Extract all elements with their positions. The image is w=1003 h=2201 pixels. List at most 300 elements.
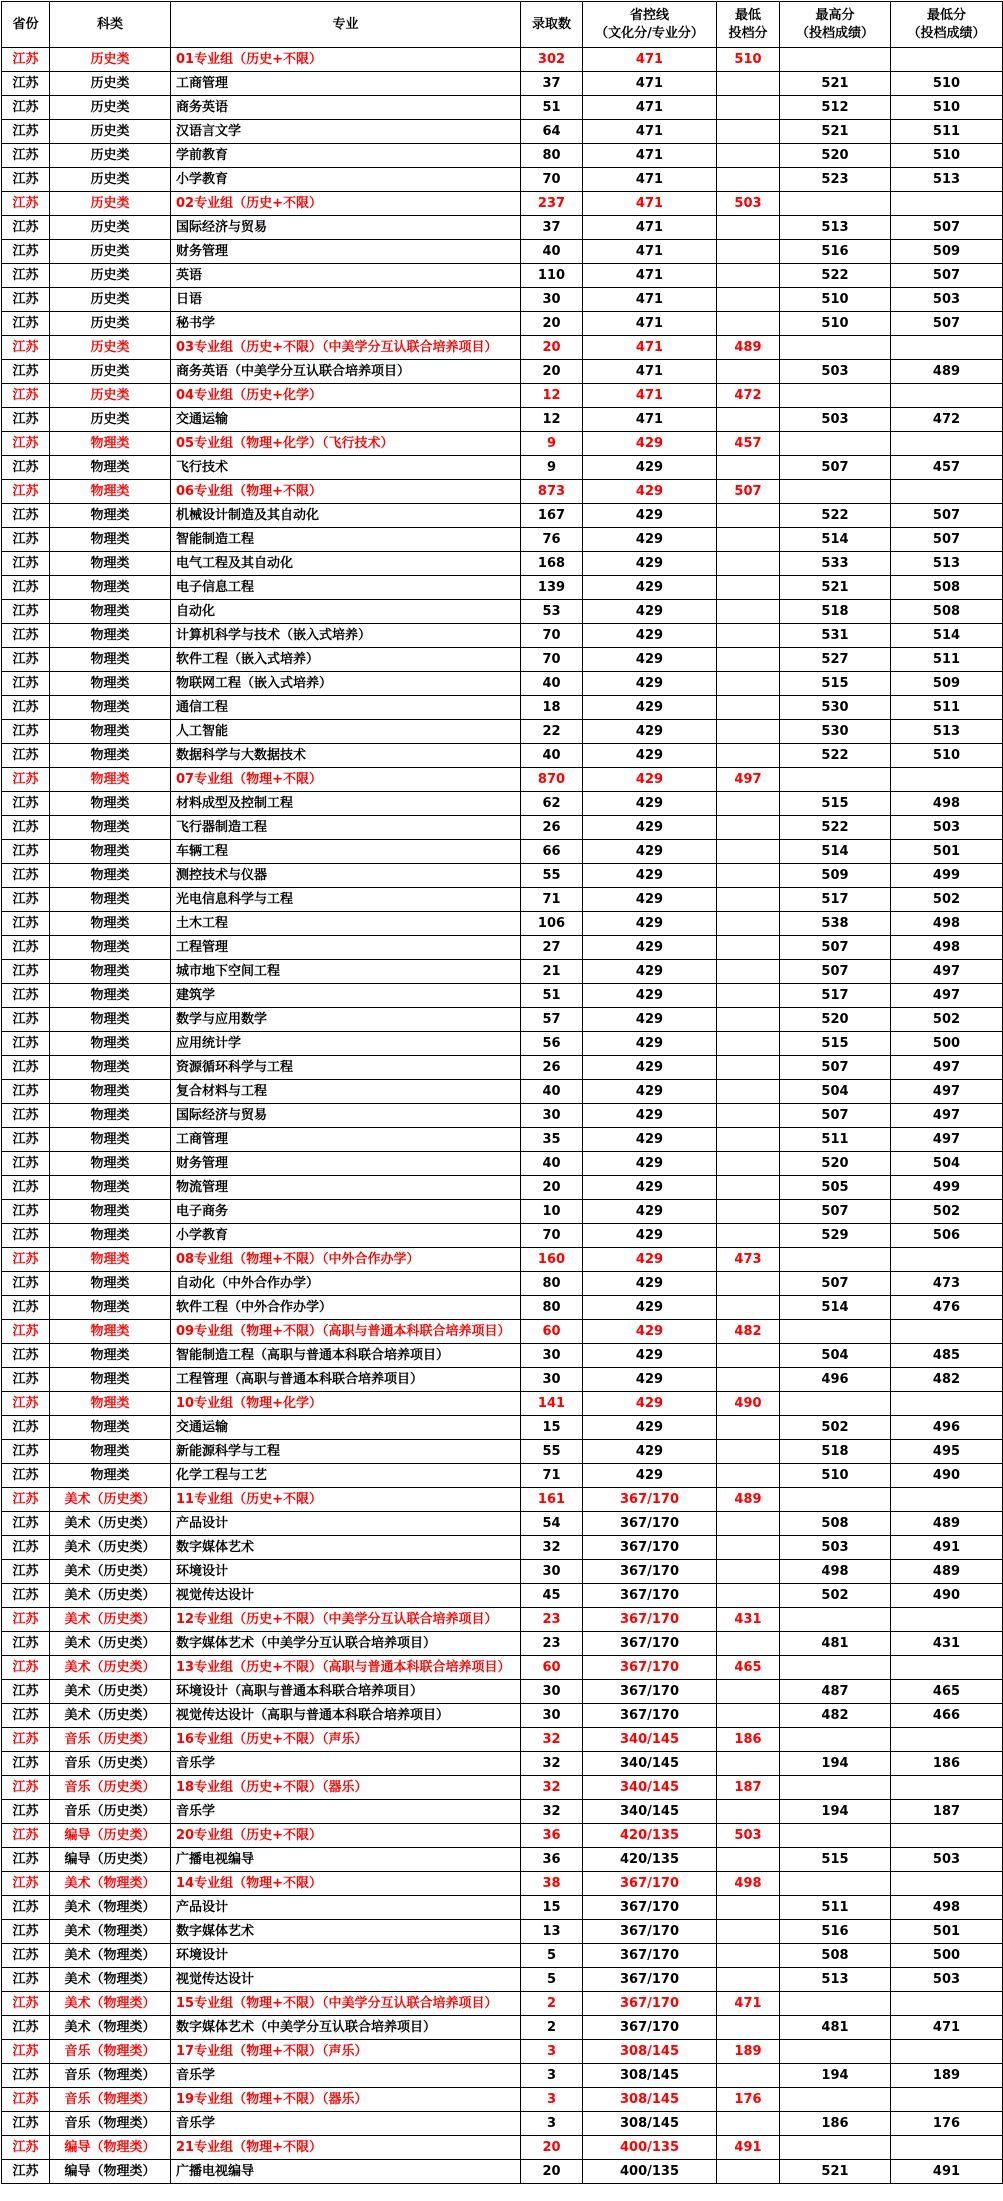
cell-min-result: 497 — [891, 984, 1003, 1008]
cell-category: 物理类 — [50, 1368, 171, 1392]
cell-min-result — [891, 1608, 1003, 1632]
cell-province: 江苏 — [2, 480, 50, 504]
cell-max-result: 510 — [780, 312, 891, 336]
cell-province: 江苏 — [2, 2064, 50, 2088]
cell-province: 江苏 — [2, 720, 50, 744]
cell-min-score: 472 — [717, 384, 780, 408]
cell-min-score — [717, 624, 780, 648]
group-row — [2, 2088, 1003, 2112]
cell-category: 历史类 — [50, 312, 171, 336]
cell-control-line: 367/170 — [583, 1488, 717, 1512]
cell-category: 物理类 — [50, 720, 171, 744]
cell-min-score — [717, 1680, 780, 1704]
cell-min-score — [717, 1176, 780, 1200]
cell-province: 江苏 — [2, 1896, 50, 1920]
cell-admitted: 3 — [521, 2112, 583, 2136]
cell-min-result — [891, 48, 1003, 72]
cell-category: 物理类 — [50, 480, 171, 504]
cell-control-line: 420/135 — [583, 1848, 717, 1872]
cell-control-line: 367/170 — [583, 1608, 717, 1632]
cell-province: 江苏 — [2, 360, 50, 384]
cell-major: 城市地下空间工程 — [171, 960, 521, 984]
cell-control-line: 367/170 — [583, 1632, 717, 1656]
cell-min-result: 498 — [891, 792, 1003, 816]
cell-province: 江苏 — [2, 1440, 50, 1464]
cell-min-score — [717, 864, 780, 888]
cell-category: 历史类 — [50, 216, 171, 240]
cell-admitted: 38 — [521, 1872, 583, 1896]
cell-max-result — [780, 1776, 891, 1800]
table-row — [2, 1632, 1003, 1656]
cell-control-line: 471 — [583, 96, 717, 120]
cell-control-line: 471 — [583, 312, 717, 336]
group-row — [2, 1392, 1003, 1416]
cell-max-result: 522 — [780, 816, 891, 840]
table-row — [2, 96, 1003, 120]
cell-category: 物理类 — [50, 984, 171, 1008]
cell-category: 物理类 — [50, 912, 171, 936]
cell-category: 音乐（历史类） — [50, 1728, 171, 1752]
cell-control-line: 367/170 — [583, 1536, 717, 1560]
cell-province: 江苏 — [2, 912, 50, 936]
table-row — [2, 1896, 1003, 1920]
cell-province: 江苏 — [2, 600, 50, 624]
cell-category: 物理类 — [50, 768, 171, 792]
cell-max-result: 194 — [780, 1800, 891, 1824]
cell-min-score — [717, 528, 780, 552]
cell-major: 06专业组（物理+不限） — [171, 480, 521, 504]
table-row — [2, 528, 1003, 552]
group-row — [2, 2136, 1003, 2160]
cell-major: 视觉传达设计 — [171, 1968, 521, 1992]
cell-province: 江苏 — [2, 312, 50, 336]
cell-major: 应用统计学 — [171, 1032, 521, 1056]
cell-min-score — [717, 1200, 780, 1224]
cell-province: 江苏 — [2, 2040, 50, 2064]
table-row — [2, 240, 1003, 264]
cell-major: 国际经济与贸易 — [171, 1104, 521, 1128]
cell-category: 历史类 — [50, 336, 171, 360]
cell-major: 音乐学 — [171, 1800, 521, 1824]
cell-min-result: 489 — [891, 1560, 1003, 1584]
cell-control-line: 429 — [583, 1440, 717, 1464]
col-header-province: 省份 — [2, 2, 50, 48]
cell-min-result — [891, 432, 1003, 456]
cell-category: 物理类 — [50, 432, 171, 456]
cell-admitted: 20 — [521, 2160, 583, 2184]
cell-major: 09专业组（物理+不限）（高职与普通本科联合培养项目） — [171, 1320, 521, 1344]
cell-min-result: 510 — [891, 744, 1003, 768]
cell-min-result: 511 — [891, 648, 1003, 672]
cell-admitted: 15 — [521, 1416, 583, 1440]
cell-admitted: 110 — [521, 264, 583, 288]
cell-province: 江苏 — [2, 1728, 50, 1752]
cell-max-result: 514 — [780, 528, 891, 552]
table-row — [2, 720, 1003, 744]
cell-max-result: 510 — [780, 288, 891, 312]
cell-min-score — [717, 888, 780, 912]
cell-major: 测控技术与仪器 — [171, 864, 521, 888]
cell-min-result: 498 — [891, 1896, 1003, 1920]
cell-min-result: 502 — [891, 1008, 1003, 1032]
cell-admitted: 55 — [521, 1440, 583, 1464]
cell-province: 江苏 — [2, 552, 50, 576]
cell-control-line: 429 — [583, 864, 717, 888]
cell-control-line: 340/145 — [583, 1728, 717, 1752]
cell-min-result: 498 — [891, 912, 1003, 936]
cell-min-result: 491 — [891, 1536, 1003, 1560]
cell-min-score — [717, 2016, 780, 2040]
cell-province: 江苏 — [2, 1152, 50, 1176]
cell-province: 江苏 — [2, 2016, 50, 2040]
cell-control-line: 429 — [583, 528, 717, 552]
cell-max-result: 516 — [780, 240, 891, 264]
cell-control-line: 429 — [583, 1032, 717, 1056]
table-row — [2, 1944, 1003, 1968]
cell-province: 江苏 — [2, 168, 50, 192]
cell-min-result: 457 — [891, 456, 1003, 480]
cell-major: 自动化（中外合作办学） — [171, 1272, 521, 1296]
table-row — [2, 168, 1003, 192]
cell-category: 物理类 — [50, 624, 171, 648]
cell-max-result: 522 — [780, 744, 891, 768]
cell-max-result: 502 — [780, 1416, 891, 1440]
cell-admitted: 57 — [521, 1008, 583, 1032]
cell-control-line: 429 — [583, 816, 717, 840]
cell-admitted: 20 — [521, 312, 583, 336]
cell-category: 物理类 — [50, 1248, 171, 1272]
group-row — [2, 1656, 1003, 1680]
group-row — [2, 1728, 1003, 1752]
cell-category: 物理类 — [50, 864, 171, 888]
cell-min-score — [717, 1464, 780, 1488]
table-row — [2, 624, 1003, 648]
cell-major: 电气工程及其自动化 — [171, 552, 521, 576]
cell-min-score — [717, 1560, 780, 1584]
cell-major: 工商管理 — [171, 72, 521, 96]
cell-major: 01专业组（历史+不限） — [171, 48, 521, 72]
cell-major: 车辆工程 — [171, 840, 521, 864]
group-row — [2, 1248, 1003, 1272]
cell-max-result: 529 — [780, 1224, 891, 1248]
cell-province: 江苏 — [2, 1512, 50, 1536]
cell-category: 物理类 — [50, 1032, 171, 1056]
cell-min-result: 509 — [891, 672, 1003, 696]
cell-min-score — [717, 576, 780, 600]
cell-max-result: 503 — [780, 408, 891, 432]
cell-control-line: 367/170 — [583, 1944, 717, 1968]
cell-admitted: 141 — [521, 1392, 583, 1416]
cell-min-score — [717, 1752, 780, 1776]
group-row — [2, 1320, 1003, 1344]
cell-category: 美术（历史类） — [50, 1704, 171, 1728]
cell-min-score — [717, 216, 780, 240]
col-header-control-line: 省控线 （文化分/专业分） — [583, 2, 717, 48]
cell-control-line: 429 — [583, 1080, 717, 1104]
cell-province: 江苏 — [2, 624, 50, 648]
cell-min-score — [717, 288, 780, 312]
cell-category: 美术（历史类） — [50, 1488, 171, 1512]
cell-min-score: 176 — [717, 2088, 780, 2112]
cell-category: 物理类 — [50, 576, 171, 600]
cell-province: 江苏 — [2, 120, 50, 144]
cell-max-result — [780, 480, 891, 504]
cell-control-line: 429 — [583, 1152, 717, 1176]
table-row — [2, 1368, 1003, 1392]
cell-major: 学前教育 — [171, 144, 521, 168]
cell-province: 江苏 — [2, 336, 50, 360]
table-body — [2, 48, 1003, 2184]
cell-max-result: 514 — [780, 1296, 891, 1320]
cell-min-score: 186 — [717, 1728, 780, 1752]
cell-major: 08专业组（物理+不限）（中外合作办学） — [171, 1248, 521, 1272]
cell-min-result — [891, 768, 1003, 792]
cell-admitted: 36 — [521, 1824, 583, 1848]
cell-major: 资源循环科学与工程 — [171, 1056, 521, 1080]
cell-category: 物理类 — [50, 1440, 171, 1464]
cell-min-result: 502 — [891, 1200, 1003, 1224]
cell-major: 环境设计 — [171, 1944, 521, 1968]
cell-min-result: 507 — [891, 264, 1003, 288]
cell-min-result: 510 — [891, 72, 1003, 96]
cell-min-score — [717, 1032, 780, 1056]
cell-major: 14专业组（物理+不限） — [171, 1872, 521, 1896]
cell-min-score — [717, 1368, 780, 1392]
cell-province: 江苏 — [2, 1224, 50, 1248]
cell-category: 美术（物理类） — [50, 1992, 171, 2016]
cell-max-result: 504 — [780, 1344, 891, 1368]
cell-major: 广播电视编导 — [171, 2160, 521, 2184]
cell-admitted: 26 — [521, 1056, 583, 1080]
cell-category: 音乐（物理类） — [50, 2088, 171, 2112]
cell-admitted: 23 — [521, 1632, 583, 1656]
table-row — [2, 1584, 1003, 1608]
cell-major: 广播电视编导 — [171, 1848, 521, 1872]
cell-max-result: 523 — [780, 168, 891, 192]
cell-province: 江苏 — [2, 1704, 50, 1728]
cell-province: 江苏 — [2, 1992, 50, 2016]
col-header-major: 专业 — [171, 2, 521, 48]
cell-min-score — [717, 312, 780, 336]
cell-category: 物理类 — [50, 1464, 171, 1488]
cell-control-line: 429 — [583, 1248, 717, 1272]
cell-min-result: 472 — [891, 408, 1003, 432]
cell-min-score — [717, 792, 780, 816]
cell-category: 历史类 — [50, 192, 171, 216]
cell-min-result: 497 — [891, 1128, 1003, 1152]
table-row — [2, 840, 1003, 864]
cell-category: 物理类 — [50, 1128, 171, 1152]
cell-max-result: 514 — [780, 840, 891, 864]
cell-min-score — [717, 1944, 780, 1968]
table-row — [2, 1152, 1003, 1176]
cell-min-result: 509 — [891, 240, 1003, 264]
cell-min-result: 504 — [891, 1152, 1003, 1176]
cell-major: 物流管理 — [171, 1176, 521, 1200]
cell-min-result: 508 — [891, 576, 1003, 600]
cell-category: 物理类 — [50, 600, 171, 624]
cell-category: 历史类 — [50, 240, 171, 264]
cell-min-result — [891, 1248, 1003, 1272]
table-row — [2, 456, 1003, 480]
cell-major: 复合材料与工程 — [171, 1080, 521, 1104]
cell-max-result: 498 — [780, 1560, 891, 1584]
cell-category: 美术（物理类） — [50, 1944, 171, 1968]
cell-category: 美术（历史类） — [50, 1536, 171, 1560]
cell-province: 江苏 — [2, 1320, 50, 1344]
cell-min-score — [717, 96, 780, 120]
cell-major: 机械设计制造及其自动化 — [171, 504, 521, 528]
cell-max-result — [780, 1488, 891, 1512]
cell-min-result — [891, 1824, 1003, 1848]
cell-category: 美术（历史类） — [50, 1512, 171, 1536]
group-row — [2, 1872, 1003, 1896]
cell-major: 数字媒体艺术（中美学分互认联合培养项目） — [171, 2016, 521, 2040]
cell-control-line: 429 — [583, 1104, 717, 1128]
cell-category: 编导（物理类） — [50, 2136, 171, 2160]
cell-min-score: 490 — [717, 1392, 780, 1416]
cell-category: 历史类 — [50, 96, 171, 120]
cell-control-line: 367/170 — [583, 1992, 717, 2016]
cell-category: 物理类 — [50, 1392, 171, 1416]
cell-control-line: 367/170 — [583, 1512, 717, 1536]
cell-min-score — [717, 552, 780, 576]
cell-max-result — [780, 1248, 891, 1272]
cell-min-score: 457 — [717, 432, 780, 456]
cell-province: 江苏 — [2, 1464, 50, 1488]
cell-category: 美术（历史类） — [50, 1656, 171, 1680]
cell-max-result: 515 — [780, 1032, 891, 1056]
cell-control-line: 429 — [583, 1464, 717, 1488]
cell-admitted: 20 — [521, 360, 583, 384]
cell-category: 物理类 — [50, 792, 171, 816]
cell-min-result: 500 — [891, 1944, 1003, 1968]
cell-min-score — [717, 408, 780, 432]
cell-admitted: 60 — [521, 1656, 583, 1680]
cell-control-line: 429 — [583, 432, 717, 456]
cell-min-result: 496 — [891, 1416, 1003, 1440]
table-row — [2, 1512, 1003, 1536]
cell-province: 江苏 — [2, 1776, 50, 1800]
cell-min-result: 466 — [891, 1704, 1003, 1728]
cell-min-result: 471 — [891, 2016, 1003, 2040]
cell-min-result — [891, 2088, 1003, 2112]
cell-min-score — [717, 2064, 780, 2088]
cell-admitted: 32 — [521, 1800, 583, 1824]
cell-admitted: 30 — [521, 1560, 583, 1584]
cell-admitted: 167 — [521, 504, 583, 528]
header-row — [2, 2, 1003, 48]
cell-admitted: 12 — [521, 384, 583, 408]
cell-province: 江苏 — [2, 1080, 50, 1104]
cell-max-result — [780, 336, 891, 360]
cell-admitted: 22 — [521, 720, 583, 744]
cell-province: 江苏 — [2, 1608, 50, 1632]
cell-min-score — [717, 1272, 780, 1296]
cell-max-result: 507 — [780, 936, 891, 960]
table-row — [2, 936, 1003, 960]
cell-min-score — [717, 1896, 780, 1920]
cell-province: 江苏 — [2, 288, 50, 312]
cell-category: 音乐（历史类） — [50, 1776, 171, 1800]
cell-min-result: 489 — [891, 360, 1003, 384]
cell-category: 美术（物理类） — [50, 1872, 171, 1896]
cell-control-line: 367/170 — [583, 1680, 717, 1704]
cell-admitted: 40 — [521, 744, 583, 768]
cell-max-result: 527 — [780, 648, 891, 672]
table-row — [2, 1704, 1003, 1728]
cell-category: 历史类 — [50, 288, 171, 312]
table-row — [2, 1008, 1003, 1032]
cell-max-result: 507 — [780, 1272, 891, 1296]
cell-control-line: 471 — [583, 408, 717, 432]
cell-min-result — [891, 2136, 1003, 2160]
cell-min-result: 499 — [891, 864, 1003, 888]
cell-major: 产品设计 — [171, 1512, 521, 1536]
cell-min-result — [891, 1728, 1003, 1752]
cell-max-result: 516 — [780, 1920, 891, 1944]
cell-province: 江苏 — [2, 96, 50, 120]
cell-max-result — [780, 1824, 891, 1848]
cell-major: 工程管理（高职与普通本科联合培养项目） — [171, 1368, 521, 1392]
cell-province: 江苏 — [2, 1752, 50, 1776]
cell-control-line: 429 — [583, 648, 717, 672]
col-header-min-score: 最低 投档分 — [717, 2, 780, 48]
cell-max-result — [780, 1608, 891, 1632]
cell-max-result — [780, 1320, 891, 1344]
cell-min-result: 507 — [891, 216, 1003, 240]
cell-admitted: 45 — [521, 1584, 583, 1608]
cell-min-score — [717, 1128, 780, 1152]
cell-max-result: 520 — [780, 1008, 891, 1032]
cell-min-score — [717, 1704, 780, 1728]
cell-max-result: 530 — [780, 696, 891, 720]
cell-admitted: 30 — [521, 288, 583, 312]
cell-max-result: 482 — [780, 1704, 891, 1728]
table-row — [2, 1296, 1003, 1320]
cell-min-result: 507 — [891, 312, 1003, 336]
cell-max-result: 503 — [780, 1536, 891, 1560]
cell-min-result: 502 — [891, 888, 1003, 912]
cell-admitted: 80 — [521, 144, 583, 168]
cell-major: 通信工程 — [171, 696, 521, 720]
group-row — [2, 1608, 1003, 1632]
cell-admitted: 873 — [521, 480, 583, 504]
cell-control-line: 429 — [583, 1344, 717, 1368]
cell-min-score — [717, 2112, 780, 2136]
cell-max-result: 507 — [780, 456, 891, 480]
cell-max-result: 510 — [780, 1464, 891, 1488]
cell-admitted: 168 — [521, 552, 583, 576]
cell-major: 03专业组（历史+不限）（中美学分互认联合培养项目） — [171, 336, 521, 360]
cell-min-score — [717, 840, 780, 864]
cell-province: 江苏 — [2, 1848, 50, 1872]
table-row — [2, 696, 1003, 720]
cell-admitted: 62 — [521, 792, 583, 816]
cell-min-result: 431 — [891, 1632, 1003, 1656]
cell-category: 物理类 — [50, 1008, 171, 1032]
cell-min-score: 431 — [717, 1608, 780, 1632]
cell-province: 江苏 — [2, 1104, 50, 1128]
cell-category: 物理类 — [50, 552, 171, 576]
cell-min-score — [717, 1224, 780, 1248]
cell-min-result: 510 — [891, 144, 1003, 168]
cell-control-line: 471 — [583, 240, 717, 264]
cell-control-line: 429 — [583, 696, 717, 720]
cell-max-result: 508 — [780, 1944, 891, 1968]
table-row — [2, 72, 1003, 96]
group-row — [2, 1992, 1003, 2016]
